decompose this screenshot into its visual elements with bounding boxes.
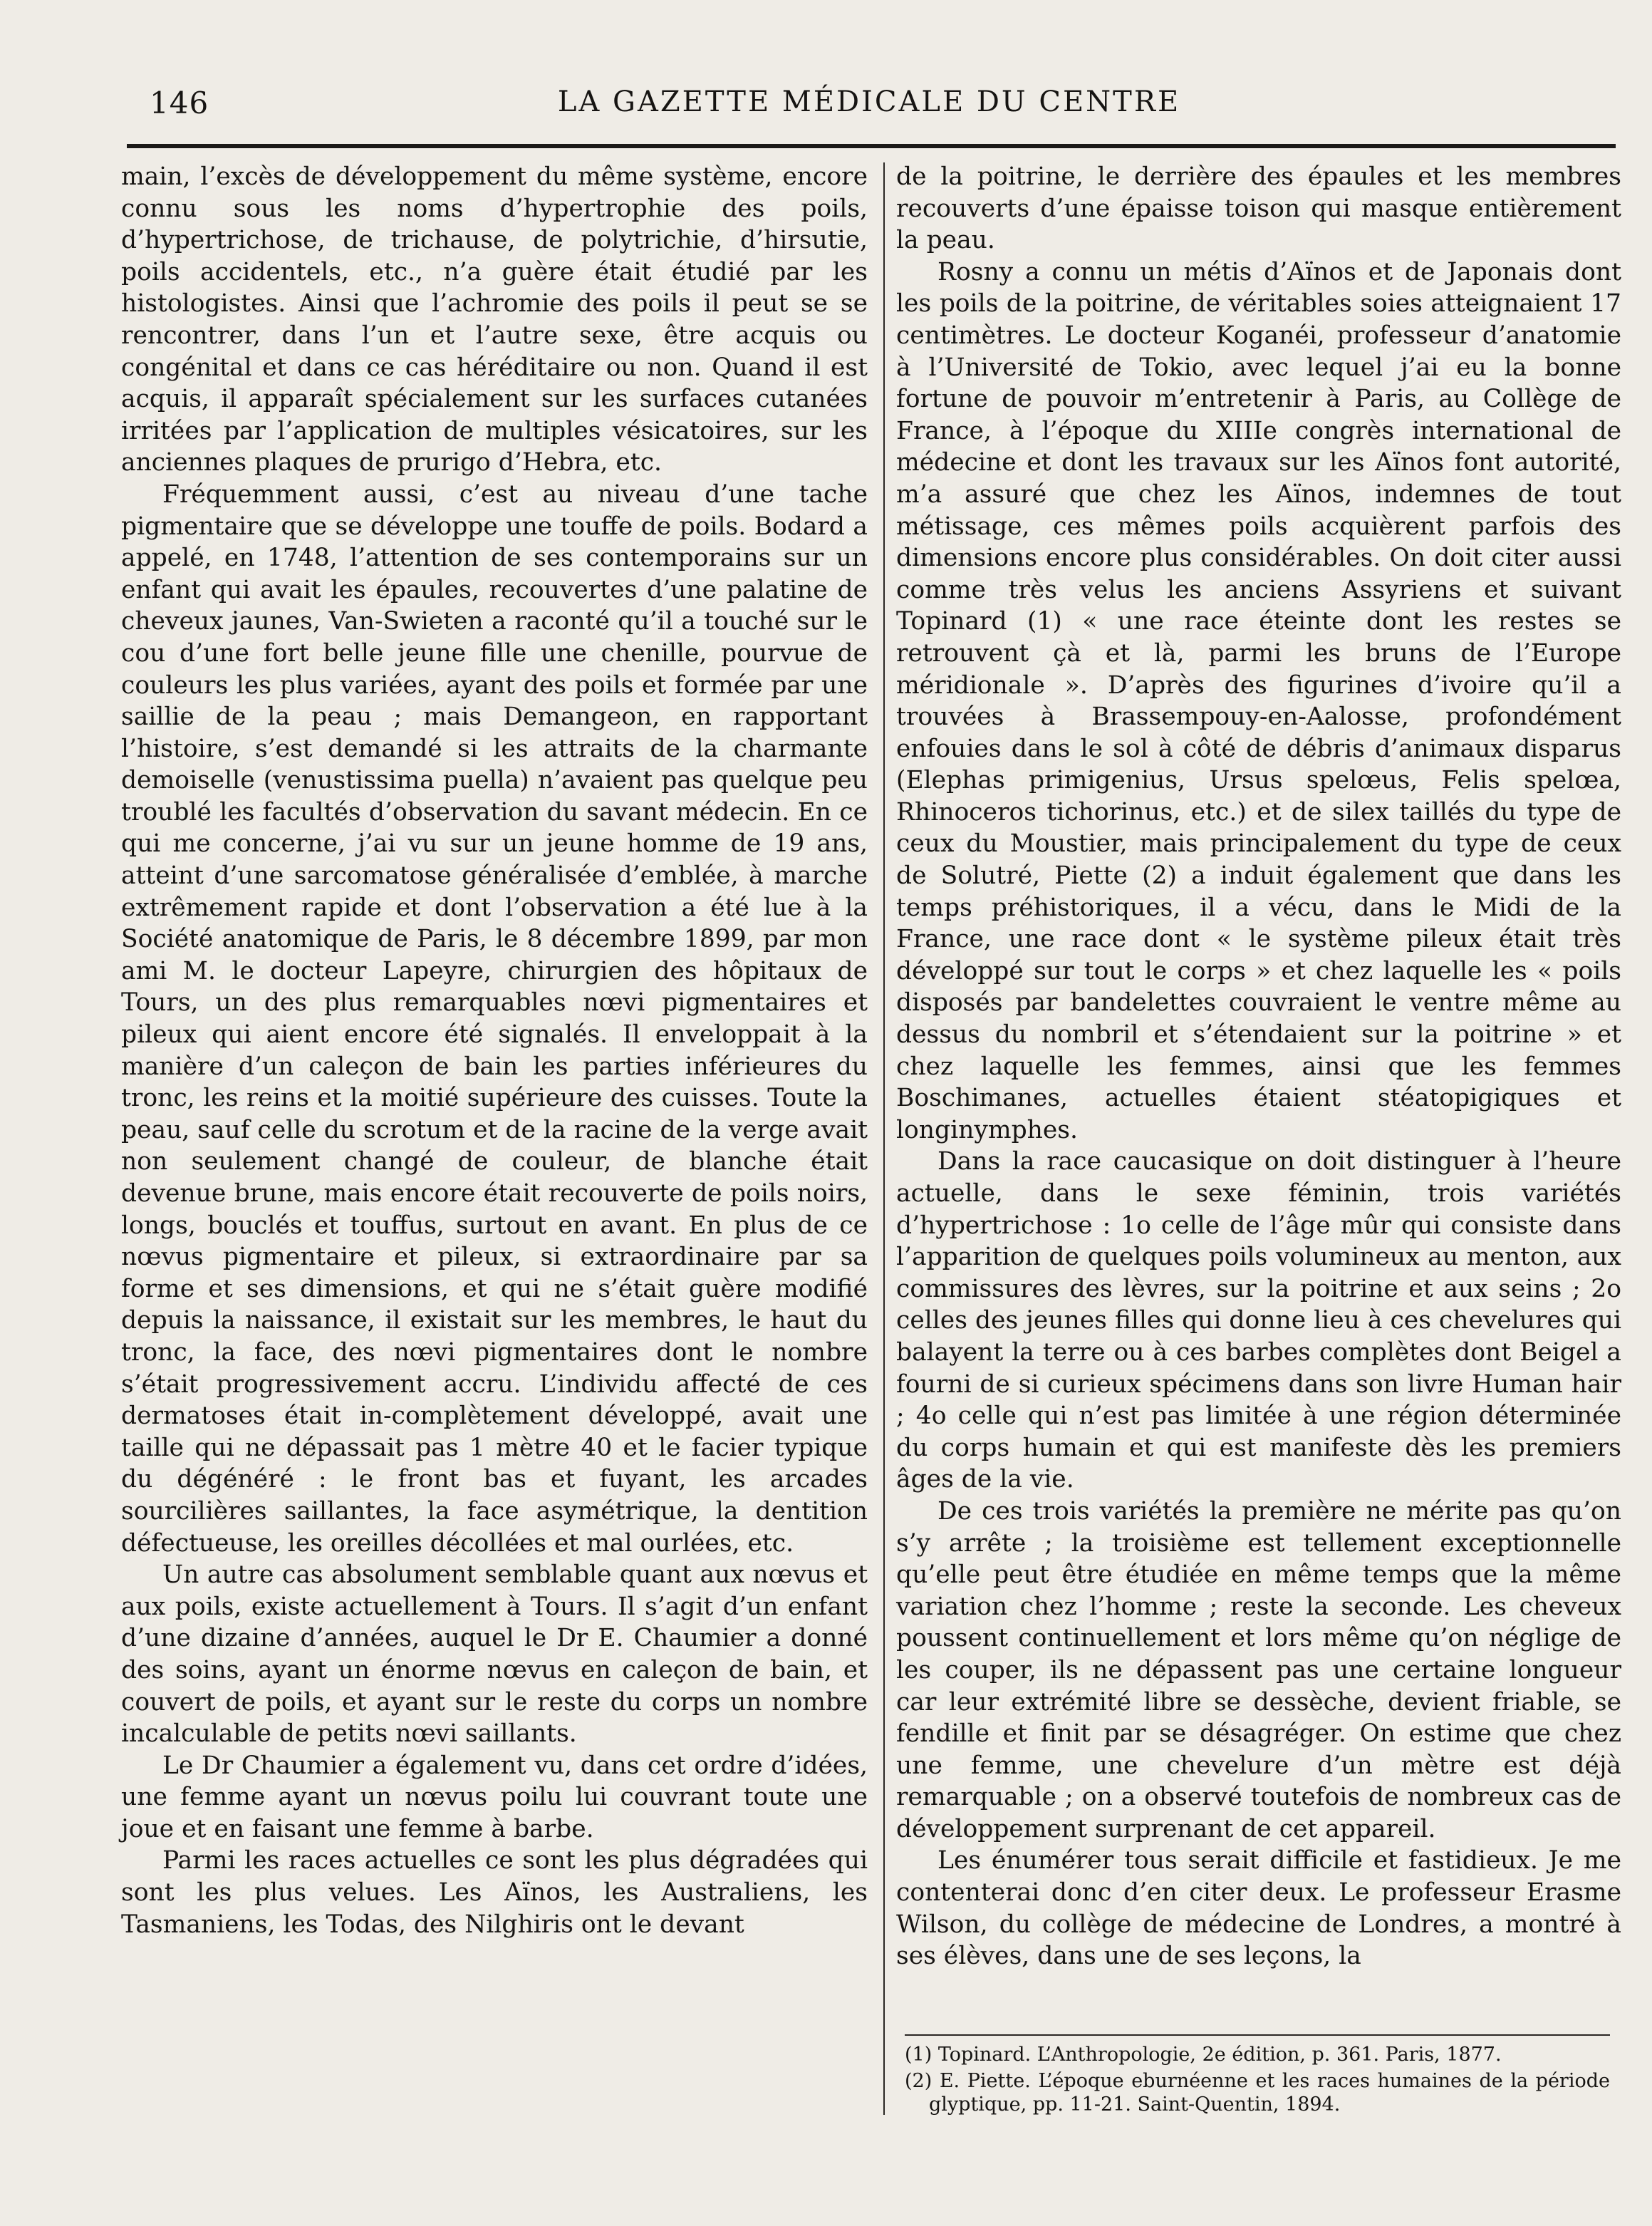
- paragraph: Le Dr Chaumier a également vu, dans cet ordre d’idées, une femme ayant un nœvus poilu lui couvrant toute une joue et en faisant une femme à barbe.: [121, 1751, 868, 1843]
- paragraph: De ces trois variétés la première ne mérite pas qu’on s’y arrête ; la troisième est tellement exceptionnelle qu’elle peut être étudiée en même temps que la même variation chez l’homme ; reste la seconde. Les cheveux poussent continuellement et lors même qu’on néglige de les couper, ils ne dépassent pas une certaine longueur car leur extrémité libre se dessèche, devient friable, se fendille et finit par se désagréger. On estime que chez une femme, une chevelure d’un mètre est déjà remarquable ; on a observé toutefois de nombreux cas de développement surprenant de cet appareil.: [896, 1496, 1621, 1843]
- footnote-1: (1) Topinard. L’Anthropologie, 2e édition, p. 361. Paris, 1877.: [905, 2044, 1502, 2066]
- footnotes: [905, 2034, 1610, 2119]
- paragraph: Les énumérer tous serait difficile et fastidieux. Je me contenterai donc d’en citer deux. Le professeur Erasme Wilson, du collège de médecine de Londres, a montré à ses élèves, dans une de ses leçons, la: [896, 1846, 1621, 1971]
- page-number: 146: [150, 86, 209, 120]
- paragraph: Fréquemment aussi, c’est au niveau d’une tache pigmentaire que se développe une touffe de poils. Bodard a appelé, en 1748, l’attention de ses contemporains sur un enfant qui avait les épaules, recouvertes d’une palatine de cheveux jaunes, Van-Swieten a raconté qu’il a touché sur le cou d’une fort belle jeune fille une chenille, pourvue de couleurs les plus variées, ayant des poils et formée par une saillie de la peau ; mais Demangeon, en rapportant l’histoire, s’est demandé si les attraits de la charmante demoiselle (venustissima puella) n’avaient pas quelque peu troublé les facultés d’observation du savant médecin. En ce qui me concerne, j’ai vu sur un jeune homme de 19 ans, atteint d’une sarcomatose généralisée d’emblée, à marche extrêmement rapide et dont l’observation a été lue à la Société anatomique de Paris, le 8 décembre 1899, par mon ami M. le docteur Lapeyre, chirurgien des hôpitaux de Tours, un des plus remarquables nœvi pigmentaires et pileux qui aient encore été signalés. Il enveloppait à la manière d’un caleçon de bain les parties inférieures du tronc, les reins et la moitié supérieure des cuisses. Toute la peau, sauf celle du scrotum et de la racine de la verge avait non seulement changé de couleur, de blanche était devenue brune, mais encore était recouverte de poils noirs, longs, bouclés et touffus, surtout en avant. En plus de ce nœvus pigmentaire et pileux, si extraordinaire par sa forme et ses dimensions, et qui ne s’était guère modifié depuis la naissance, il existait sur les membres, le haut du tronc, la face, des nœvi pigmentaires dont le nombre s’était progressivement accru. L’individu affecté de ces dermatoses était in-complètement développé, avait une taille qui ne dépassait pas 1 mètre 40 et le facier typique du dégénéré : le front bas et fuyant, les arcades sourcilières saillantes, la face asymétrique, la dentition défectueuse, les oreilles décollées et mal ourlées, etc.: [121, 480, 868, 1558]
- footnote-2: (2) E. Piette. L’époque eburnéenne et les races humaines de la période glyptique, pp. 11-21. Saint-Quentin, 1894.: [905, 2070, 1610, 2116]
- paragraph: main, l’excès de développement du même système, encore connu sous les noms d’hypertrophie des poils, d’hypertrichose, de trichause, de polytrichie, d’hirsutie, poils accidentels, etc., n’a guère était étudié par les histologistes. Ainsi que l’achromie des poils il peut se se rencontrer, dans l’un et l’autre sexe, être acquis ou congénital et dans ce cas héréditaire ou non. Quand il est acquis, il apparaît spécialement sur les surfaces cutanées irritées par l’application de multiples vésicatoires, sur les anciennes plaques de prurigo d’Hebra, etc.: [121, 162, 868, 477]
- header-rule: [127, 144, 1616, 148]
- left-column: [121, 161, 868, 1940]
- paragraph: Parmi les races actuelles ce sont les plus dégradées qui sont les plus velues. Les Aïnos, les Australiens, les Tasmaniens, les Todas, des Nilghiris ont le devant: [121, 1846, 868, 1939]
- paragraph: Rosny a connu un métis d’Aïnos et de Japonais dont les poils de la poitrine, de véritables soies atteignaient 17 centimètres. Le docteur Koganéi, professeur d’anatomie à l’Université de Tokio, avec lequel j’ai eu la bonne fortune de pouvoir m’entretenir à Paris, au Collège de France, à l’époque du XIIIe congrès international de médecine et dont les travaux sur les Aïnos font autorité, m’a assuré que chez les Aïnos, indemnes de tout métissage, ces mêmes poils acquièrent parfois des dimensions encore plus considérables. On doit citer aussi comme très velus les anciens Assyriens et suivant Topinard (1) « une race éteinte dont les restes se retrouvent çà et là, parmi les bruns de l’Europe méridionale ». D’après des figurines d’ivoire qu’il a trouvées à Brassempouy-en-Aalosse, profondément enfouies dans le sol à côté de débris d’animaux disparus (Elephas primigenius, Ursus spelœus, Felis spelœa, Rhinoceros tichorinus, etc.) et de silex taillés du type de ceux du Moustier, mais principalement du type de ceux de Solutré, Piette (2) a induit également que dans les temps préhistoriques, il a vécu, dans le Midi de la France, une race dont « le système pileux était très développé sur tout le corps » et chez laquelle les « poils disposés par bandelettes couvraient le ventre même au dessus du nombril et s’étendaient sur la poitrine » et chez laquelle les femmes, ainsi que les femmes Boschimanes, actuelles étaient stéatopigiques et longinymphes.: [896, 257, 1621, 1144]
- right-column: [896, 161, 1621, 1972]
- paragraph: Dans la race caucasique on doit distinguer à l’heure actuelle, dans le sexe féminin, trois variétés d’hypertrichose : 1o celle de l’âge mûr qui consiste dans l’apparition de quelques poils volumineux au menton, aux commissures des lèvres, sur la poitrine et aux seins ; 2o celles des jeunes filles qui donne lieu à ces chevelures qui balayent la terre ou à ces barbes complètes dont Beigel a fourni de si curieux spécimens dans son livre Human hair ; 4o celle qui n’est pas limitée à une région déterminée du corps humain et qui est manifeste dès les premiers âges de la vie.: [896, 1147, 1621, 1494]
- column-divider: [883, 162, 885, 2115]
- running-title: LA GAZETTE MÉDICALE DU CENTRE: [557, 86, 1181, 118]
- paragraph: de la poitrine, le derrière des épaules et les membres recouverts d’une épaisse toison qui masque entièrement la peau.: [896, 162, 1621, 255]
- paragraph: Un autre cas absolument semblable quant aux nœvus et aux poils, existe actuellement à Tours. Il s’agit d’un enfant d’une dizaine d’années, auquel le Dr E. Chaumier a donné des soins, ayant un énorme nœvus en caleçon de bain, et couvert de poils, et ayant sur le reste du corps un nombre incalculable de petits nœvi saillants.: [121, 1560, 868, 1749]
- page-header: [128, 80, 1610, 123]
